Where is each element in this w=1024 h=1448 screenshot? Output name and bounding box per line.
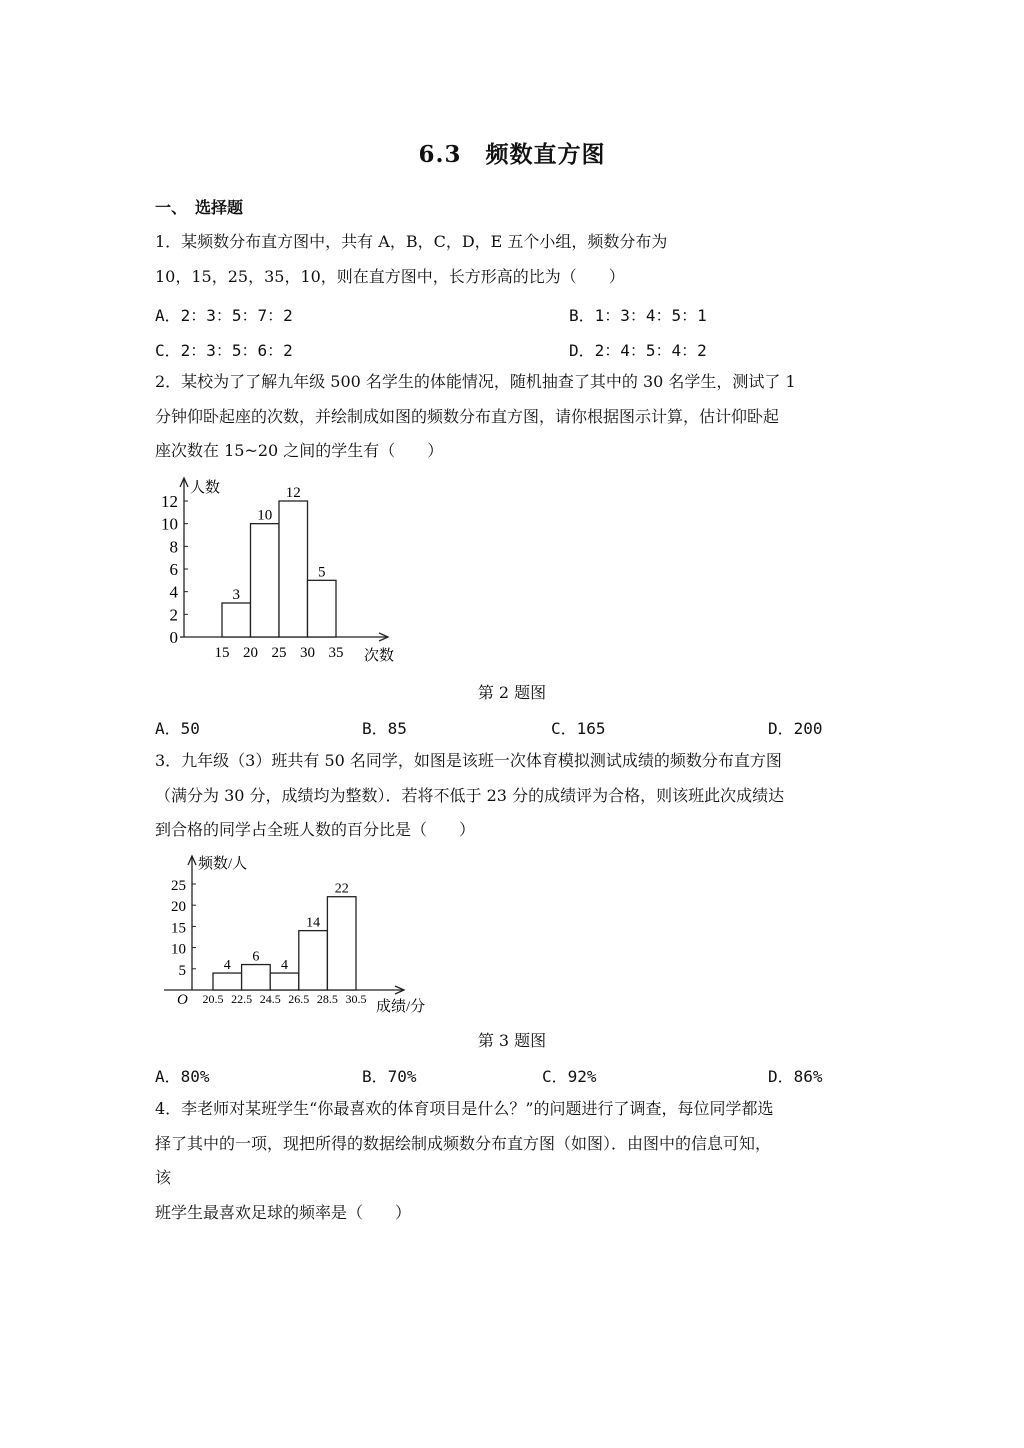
q3-option-c: C．92% [542,1067,597,1086]
bar-value-label: 4 [281,958,288,974]
q1-stem-line2: 10，15，25，35，10，则在直方图中，长方形高的比为（ ） [155,267,625,286]
q3-stem-line2: （满分为 30 分，成绩均为整数）．若将不低于 23 分的成绩评为合格，则该班此次成绩达 [155,786,785,805]
x-tick-label: 28.5 [316,992,338,1006]
y-tick-label: 4 [169,582,178,602]
x-tick-label: 20.5 [202,992,224,1006]
q2-histogram [150,470,410,670]
y-tick-label: 12 [161,492,178,511]
y-tick-label: 15 [171,920,186,937]
bar-value-label: 5 [318,564,326,581]
x-tick-label: 35 [328,645,344,661]
x-tick-label: 24.5 [259,992,281,1006]
y-tick-label: 0 [169,628,178,647]
histogram-bar [308,580,337,637]
q2-stem-line1: 2．某校为了了解九年级 500 名学生的体能情况，随机抽查了其中的 30 名学生，测试了 1 [155,372,796,391]
q4-stem-line1: 4．李老师对某班学生“你最喜欢的体育项目是什么？”的问题进行了调查，每位同学都选 [155,1099,774,1118]
x-tick-label: 25 [271,645,287,661]
page-title: 6.3 频数直方图 [418,141,606,168]
y-tick-label: 8 [169,537,178,557]
q2-figure-caption: 第 2 题图 [477,683,547,702]
bar-value-label: 3 [232,587,240,603]
x-tick-label: 22.5 [231,992,253,1006]
q2-option-b: B．85 [362,719,407,738]
q1-option-b: B．1：3：4：5：1 [569,306,707,325]
histogram-bar [242,965,271,990]
y-tick-label: 5 [178,962,186,979]
q4-stem-line3: 该 [155,1168,172,1187]
bar-value-label: 4 [223,958,231,974]
histogram-bar [251,524,280,637]
q3-histogram [150,848,450,1023]
y-tick-label: 2 [169,605,178,625]
histogram-bar [270,973,299,990]
x-tick-label: 20 [243,645,258,661]
q3-option-d: D．86% [768,1067,823,1086]
histogram-bar [222,603,251,637]
y-tick-label: 25 [171,878,186,894]
histogram-bar [213,973,242,990]
q3-option-a: A．80% [155,1067,210,1086]
y-tick-label: 6 [169,560,178,579]
q2-stem-line2: 分钟仰卧起座的次数，并绘制成如图的频数分布直方图，请你根据图示计算，估计仰卧起 [155,407,780,426]
q4-stem-line4: 班学生最喜欢足球的频率是（ ） [155,1203,412,1222]
x-tick-label: 26.5 [288,992,310,1006]
histogram-bar [299,931,328,990]
q3-stem-line1: 3．九年级（3）班共有 50 名同学，如图是该班一次体育模拟测试成绩的频数分布直方图 [155,751,782,770]
bar-value-label: 10 [257,507,273,524]
q3-figure-caption: 第 3 题图 [477,1031,547,1050]
histogram-bar [279,501,308,637]
q3-stem-line3: 到合格的同学占全班人数的百分比是（ ） [155,820,476,839]
section-heading: 一、 选择题 [155,198,244,217]
q1-option-d: D．2：4：5：4：2 [569,341,707,360]
q2-option-c: C．165 [551,719,606,738]
x-axis-title: 成绩/分 [376,999,426,1015]
x-tick-label: 15 [214,645,230,661]
q3-option-b: B．70% [362,1067,417,1086]
bar-value-label: 12 [285,485,301,501]
bar-value-label: 14 [306,915,321,931]
q4-stem-line2: 择了其中的一项，现把所得的数据绘制成频数分布直方图（如图）．由图中的信息可知， [155,1134,772,1153]
q2-option-a: A．50 [155,719,200,738]
q1-option-a: A．2：3：5：7：2 [155,306,293,325]
x-tick-label: 30.5 [345,992,367,1006]
y-axis-title: 人数 [190,480,221,496]
bar-value-label: 6 [252,949,260,965]
y-axis-title: 频数/人 [198,856,248,872]
histogram-bar [327,897,356,990]
q2-stem-line3: 座次数在 15~20 之间的学生有（ ） [155,441,444,460]
q1-option-c: C．2：3：5：6：2 [155,341,293,360]
y-tick-label: 10 [171,941,186,958]
y-tick-label: 10 [161,514,178,534]
x-axis-title: 次数 [364,648,395,664]
q2-option-d: D．200 [768,719,823,738]
origin-label: O [177,992,188,1008]
y-tick-label: 20 [171,899,186,916]
bar-value-label: 22 [334,881,349,897]
x-tick-label: 30 [300,645,315,661]
q1-stem-line1: 1．某频数分布直方图中，共有 A，B，C，D，E 五个小组，频数分布为 [155,232,668,251]
